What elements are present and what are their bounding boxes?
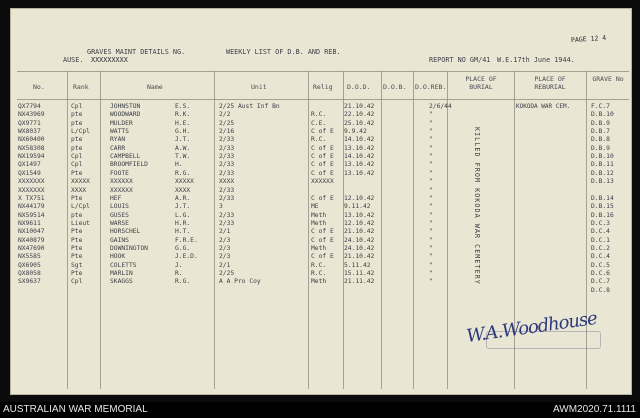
cell-doreb: " (429, 244, 433, 252)
cell-doreb: " (429, 270, 433, 277)
cell-name: WATTS (110, 128, 129, 136)
cell-name: GUSES (110, 211, 129, 219)
caption-bar (0, 402, 640, 418)
cell-init: H.E. (175, 119, 191, 127)
place-of-burial-vertical: KILLED FROM KOKODA WAR CEMETERY (473, 127, 481, 285)
cell-dod: 12.10.42 (344, 219, 375, 227)
cell-doreb: " (429, 136, 433, 144)
cell-doreb: " (429, 194, 433, 202)
cell-unit: 2/33 (219, 136, 235, 144)
cell-doreb: " (429, 253, 433, 261)
cell-no: QX1497 (18, 161, 41, 169)
cell-name: LOUIS (110, 203, 129, 211)
cell-doreb: 2/6/44 (429, 103, 452, 110)
cell-name: BROOMFIELD (110, 161, 148, 169)
cell-unit: 2/3 (219, 253, 231, 261)
cell-unit: 2/3 (219, 236, 231, 244)
cell-doreb: " (429, 144, 433, 152)
cell-doreb: " (429, 211, 433, 219)
cell-no: QX8058 (18, 270, 41, 277)
cell-doreb: " (429, 119, 433, 127)
cell-no: NX58308 (18, 144, 45, 152)
cell-relig: C of E (311, 128, 334, 136)
cell-no: NX59514 (18, 211, 45, 219)
cell-doreb: " (429, 261, 433, 269)
cell-dod: 24.10.42 (344, 236, 375, 244)
cell-grave: D.B.15 (591, 203, 614, 211)
cell-grave: D.B.8 (591, 136, 610, 144)
cell-relig: C.E. (311, 119, 327, 127)
cell-dod: 22.10.42 (344, 111, 375, 119)
cell-no: NX5585 (18, 253, 41, 261)
officer-signature: W.A.Woodhouse (465, 307, 599, 348)
cell-unit: 2/33 (219, 161, 235, 169)
cell-init: J. (175, 261, 183, 269)
col-header-relig: Relig (313, 83, 333, 91)
cell-grave: F.C.7 (591, 103, 610, 110)
graves-maint-title: GRAVES MAINT DETAILS NG. (87, 48, 186, 56)
cell-dod: 21.11.42 (344, 278, 375, 286)
col-header-place-reburial: PLACE OF REBURIAL (534, 75, 566, 91)
cell-no: NX10047 (18, 228, 45, 236)
cell-init: H.R. (175, 219, 191, 227)
cell-name: WOODWARD (110, 111, 141, 119)
cell-no: WX8037 (18, 128, 41, 136)
cell-relig: C of E (311, 161, 334, 169)
cell-name: WARSE (110, 219, 129, 227)
cell-dod: 24.10.42 (344, 244, 375, 252)
cell-init: T.W. (175, 153, 191, 161)
cell-doreb: " (429, 169, 433, 177)
cell-no: NX60400 (18, 136, 45, 144)
cell-name: COLETTS (110, 261, 137, 269)
col-divider (308, 71, 309, 389)
col-divider (447, 71, 448, 389)
cell-doreb: " (429, 236, 433, 244)
cell-no: QX6905 (18, 261, 41, 269)
cell-init: R. (175, 270, 183, 277)
cell-rank: Pte (71, 244, 83, 252)
cell-init: H.T. (175, 228, 191, 236)
cell-grave: D.B.9 (591, 144, 610, 152)
cell-no: XXXXXXX (18, 178, 45, 186)
cell-dod: 9.11.42 (344, 203, 371, 211)
cell-relig: Meth (311, 219, 327, 227)
cell-dod: 13.10.42 (344, 169, 375, 177)
cell-init: L.G. (175, 211, 191, 219)
cell-unit: 2/1 (219, 261, 231, 269)
col-header-no: No. (33, 83, 45, 91)
cell-unit: 2/25 (219, 270, 235, 277)
cell-init: J.E.D. (175, 253, 198, 261)
cell-doreb: " (429, 161, 433, 169)
cell-name: MULDER (110, 119, 133, 127)
cell-init: R.G. (175, 169, 191, 177)
cell-init: R.K. (175, 111, 191, 119)
col-header-doreb: D.O.REB. (415, 83, 447, 91)
cell-unit: 2/33 (219, 169, 235, 177)
cell-relig: R.C. (311, 136, 327, 144)
cell-init: XXXXX (175, 178, 194, 186)
cell-relig: C of E (311, 236, 334, 244)
cell-relig: Meth (311, 211, 327, 219)
cell-unit: 2/3 (219, 244, 231, 252)
cell-init: A.R. (175, 194, 191, 202)
cell-name: MARLIN (110, 270, 133, 277)
cell-name: GAINS (110, 236, 129, 244)
cell-grave: D.C.2 (591, 244, 610, 252)
cell-doreb: " (429, 228, 433, 236)
caption-accession: AWM2020.71.1111 (552, 404, 636, 415)
cell-unit: 2/33 (219, 211, 235, 219)
cell-rank: pte (71, 144, 83, 152)
cell-unit: 2/16 (219, 128, 235, 136)
cell-rank: Pte (71, 236, 83, 244)
cell-dod: 21.10.42 (344, 228, 375, 236)
cell-rank: Cpl (71, 278, 83, 286)
cell-unit: 3 (219, 203, 223, 211)
cell-unit: 2/1 (219, 228, 231, 236)
cell-grave: D.B.13 (591, 178, 614, 186)
cell-dod: 13.10.42 (344, 161, 375, 169)
document-sheet (10, 8, 632, 395)
cell-init: XXXX (175, 186, 191, 194)
cell-doreb: " (429, 186, 433, 194)
cell-rank: pte (71, 111, 83, 119)
cell-rank: Sgt (71, 261, 83, 269)
cell-name: HEF (110, 194, 122, 202)
cell-no: QX7794 (18, 103, 41, 110)
cell-rank: L/Cpl (71, 128, 90, 136)
cell-grave: D.C.1 (591, 236, 610, 244)
cell-relig: R.C. (311, 111, 327, 119)
cell-rank: XXXX (71, 186, 87, 194)
cell-rank: pte (71, 119, 83, 127)
cell-grave: D.B.10 (591, 111, 614, 119)
weekly-list-title: WEEKLY LIST OF D.B. AND REB. (226, 48, 341, 56)
col-header-name: Name (147, 83, 163, 91)
cell-no: NX47690 (18, 244, 45, 252)
cell-unit: 2/33 (219, 219, 235, 227)
cell-init: R.G. (175, 278, 191, 286)
cell-rank: Cpl (71, 161, 83, 169)
cell-no: SX9637 (18, 278, 41, 286)
cell-grave: D.B.9 (591, 119, 610, 127)
cell-dod: 13.10.42 (344, 211, 375, 219)
cell-rank: Pte (71, 194, 83, 202)
cell-no: NX40879 (18, 236, 45, 244)
cell-dod: 21.10.42 (344, 103, 375, 110)
cell-relig: C of E (311, 144, 334, 152)
cell-init: F.R.E. (175, 236, 198, 244)
cell-no: NX44179 (18, 203, 45, 211)
col-header-rank: Rank (73, 83, 89, 91)
cell-grave: D.C.4 (591, 253, 610, 261)
cell-rank: Pte (71, 253, 83, 261)
cell-relig: C of E (311, 194, 334, 202)
ause-struck: XXXXXXXXX (91, 56, 128, 64)
col-header-dob: D.O.B. (383, 83, 407, 91)
cell-grave: D.B.12 (591, 169, 614, 177)
cell-name: DOWNINGTON (110, 244, 148, 252)
cell-grave: D.B.10 (591, 153, 614, 161)
cell-dod: 9.9.42 (344, 128, 367, 136)
cell-rank: pte (71, 136, 83, 144)
cell-rank: pte (71, 211, 83, 219)
report-number: REPORT NO GM/41 (429, 56, 491, 64)
cell-unit: 2/33 (219, 153, 235, 161)
cell-dod: 15.11.42 (344, 270, 375, 277)
ause-label: AUSE. (63, 56, 84, 64)
col-divider (67, 71, 68, 389)
cell-relig: Meth (311, 244, 327, 252)
cell-doreb: " (429, 111, 433, 119)
cell-grave: D.B.16 (591, 211, 614, 219)
table-top-rule (17, 71, 629, 72)
cell-init: H. (175, 161, 183, 169)
week-ending: W.E.17th June 1944. (497, 56, 575, 64)
cell-name: XXXXXX (110, 178, 133, 186)
cell-dod: 21.10.42 (344, 253, 375, 261)
cell-relig: Meth (311, 278, 327, 286)
cell-rank: Lieut (71, 219, 90, 227)
cell-grave: D.C.8 (591, 286, 610, 294)
cell-unit: 2/33 (219, 144, 235, 152)
cell-grave: D.C.6 (591, 270, 610, 277)
cell-unit: 2/33 (219, 194, 235, 202)
cell-no: XXXXXXX (18, 186, 45, 194)
cell-relig: ME (311, 203, 319, 211)
cell-init: A.W. (175, 144, 191, 152)
cell-doreb: " (429, 178, 433, 186)
cell-rank: Pte (71, 228, 83, 236)
cell-rank: Pte (71, 169, 83, 177)
col-divider (413, 71, 414, 389)
cell-unit: XXXX (219, 178, 235, 186)
cell-dod: 12.10.42 (344, 194, 375, 202)
cell-unit: 2/2 (219, 111, 231, 119)
cell-name: SKAGGS (110, 278, 133, 286)
cell-rank: Cpl (71, 103, 83, 110)
cell-relig: C of E (311, 253, 334, 261)
cell-dod: 14.10.42 (344, 153, 375, 161)
cell-grave: D.C.5 (591, 261, 610, 269)
cell-name: CAMPBELL (110, 153, 141, 161)
cell-dod: 5.11.42 (344, 261, 371, 269)
cell-name: RYAN (110, 136, 126, 144)
cell-dod: 13.10.42 (344, 144, 375, 152)
cell-no: NX19594 (18, 153, 45, 161)
cell-name: CARR (110, 144, 126, 152)
cell-unit: A A Pro Coy (219, 278, 261, 286)
col-divider (381, 71, 382, 389)
cell-grave: D.C.7 (591, 278, 610, 286)
cell-grave: D.B.7 (591, 128, 610, 136)
col-header-grave: GRAVE No (592, 75, 624, 83)
cell-rank: L/Cpl (71, 203, 90, 211)
header-bottom-rule (17, 99, 629, 100)
cell-no: QX9771 (18, 119, 41, 127)
cell-unit: 2/25 (219, 119, 235, 127)
caption-source: AUSTRALIAN WAR MEMORIAL (3, 404, 148, 415)
cell-no: QX1549 (18, 169, 41, 177)
cell-no: NX43969 (18, 111, 45, 119)
cell-grave: D.B.14 (591, 194, 614, 202)
page-ref: PAGE 12 4 (570, 33, 607, 45)
cell-doreb: " (429, 219, 433, 227)
cell-no: X TX751 (18, 194, 45, 202)
cell-name: XXXXXX (110, 186, 133, 194)
cell-grave: D.C.3 (591, 219, 610, 227)
cell-doreb: " (429, 278, 433, 286)
col-header-unit: Unit (251, 83, 267, 91)
cell-grave: D.C.4 (591, 228, 610, 236)
cell-relig: C of E (311, 228, 334, 236)
reburial-place: KOKODA WAR CEM. (516, 103, 571, 110)
cell-doreb: " (429, 153, 433, 161)
cell-init: J.T. (175, 203, 191, 211)
cell-relig: R.C. (311, 270, 327, 277)
cell-relig: C of E (311, 169, 334, 177)
cell-doreb: " (429, 128, 433, 136)
cell-relig: XXXXXX (311, 178, 334, 186)
cell-init: J.T. (175, 136, 191, 144)
cell-relig: C of E (311, 153, 334, 161)
col-header-place-burial: PLACE OF BURIAL (465, 75, 497, 91)
col-divider (100, 71, 101, 389)
cell-rank: XXXXX (71, 178, 90, 186)
cell-name: JOHNSTON (110, 103, 141, 110)
cell-init: E.S. (175, 103, 191, 110)
cell-rank: Pte (71, 270, 83, 277)
cell-doreb: " (429, 203, 433, 211)
cell-init: G.G. (175, 244, 191, 252)
cell-rank: Cpl (71, 153, 83, 161)
col-divider (214, 71, 215, 389)
cell-unit: 2/33 (219, 186, 235, 194)
cell-dod: 25.10.42 (344, 119, 375, 127)
cell-name: HORSCHEL (110, 228, 141, 236)
cell-init: G.H. (175, 128, 191, 136)
cell-dod: 14.10.42 (344, 136, 375, 144)
cell-name: HOOK (110, 253, 126, 261)
cell-grave: D.B.11 (591, 161, 614, 169)
cell-unit: 2/25 Aust Inf Bn (219, 103, 280, 110)
cell-relig: R.C. (311, 261, 327, 269)
cell-name: FOOTE (110, 169, 129, 177)
col-header-dod: D.O.D. (347, 83, 371, 91)
cell-no: NX9611 (18, 219, 41, 227)
